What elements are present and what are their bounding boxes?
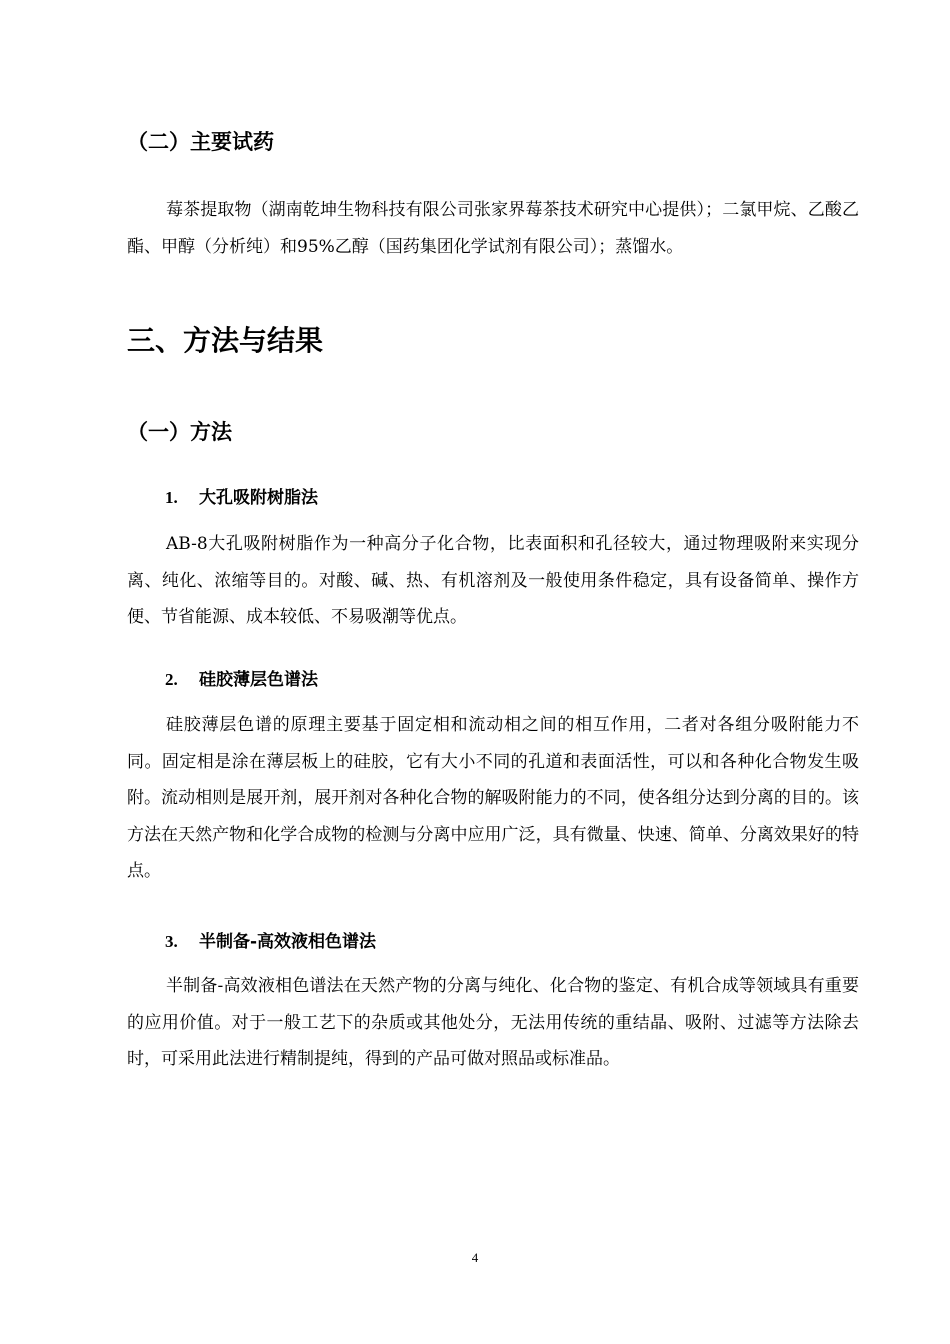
section-heading-methods: （一）方法 (127, 420, 232, 444)
paragraph-method-2: 硅胶薄层色谱的原理主要基于固定相和流动相之间的相互作用，二者对各组分吸附能力不同。固定相是涂在薄层板上的硅胶，它有大小不同的孔道和表面活性，可以和各种化合物发生吸附。流动相则是展开剂，展开剂对各种化合物的解吸附能力的不同，使各组分达到分离的目的。该方法在天然产物和化学合成物的检测与分离中应用广泛，具有微量、快速、简单、分离效果好的特点。 (127, 715, 859, 881)
chapter-heading-methods-results: 三、方法与结果 (127, 324, 324, 357)
subsection-heading-method-2 (165, 667, 318, 693)
paragraph-reagents: 莓茶提取物（湖南乾坤生物科技有限公司张家界莓茶技术研究中心提供）；二氯甲烷、乙酸乙酯、甲醇（分析纯）和95%乙醇（国药集团化学试剂有限公司）；蒸馏水。 (127, 200, 859, 257)
subsection-number: 2. (165, 670, 178, 689)
subsection-heading-method-1 (165, 485, 318, 511)
subsection-title: 半制备-高效液相色谱法 (199, 932, 377, 952)
subsection-heading-method-3 (165, 929, 376, 955)
subsection-number: 1. (165, 488, 178, 507)
section-heading-reagents: （二）主要试药 (127, 130, 274, 154)
subsection-title: 硅胶薄层色谱法 (199, 670, 318, 690)
subsection-number: 3. (165, 932, 178, 951)
paragraph-method-3: 半制备-高效液相色谱法在天然产物的分离与纯化、化合物的鉴定、有机合成等领域具有重要的应用价值。对于一般工艺下的杂质或其他处分，无法用传统的重结晶、吸附、过滤等方法除去时，可采用此法进行精制提纯，得到的产品可做对照品或标准品。 (127, 976, 859, 1069)
page-number: 4 (471, 1250, 479, 1265)
paragraph-method-1: AB-8大孔吸附树脂作为一种高分子化合物，比表面积和孔径较大，通过物理吸附来实现分离、纯化、浓缩等目的。对酸、碱、热、有机溶剂及一般使用条件稳定，具有设备简单、操作方便、节省能源、成本较低、不易吸潮等优点。 (127, 534, 859, 627)
subsection-title: 大孔吸附树脂法 (199, 488, 318, 508)
